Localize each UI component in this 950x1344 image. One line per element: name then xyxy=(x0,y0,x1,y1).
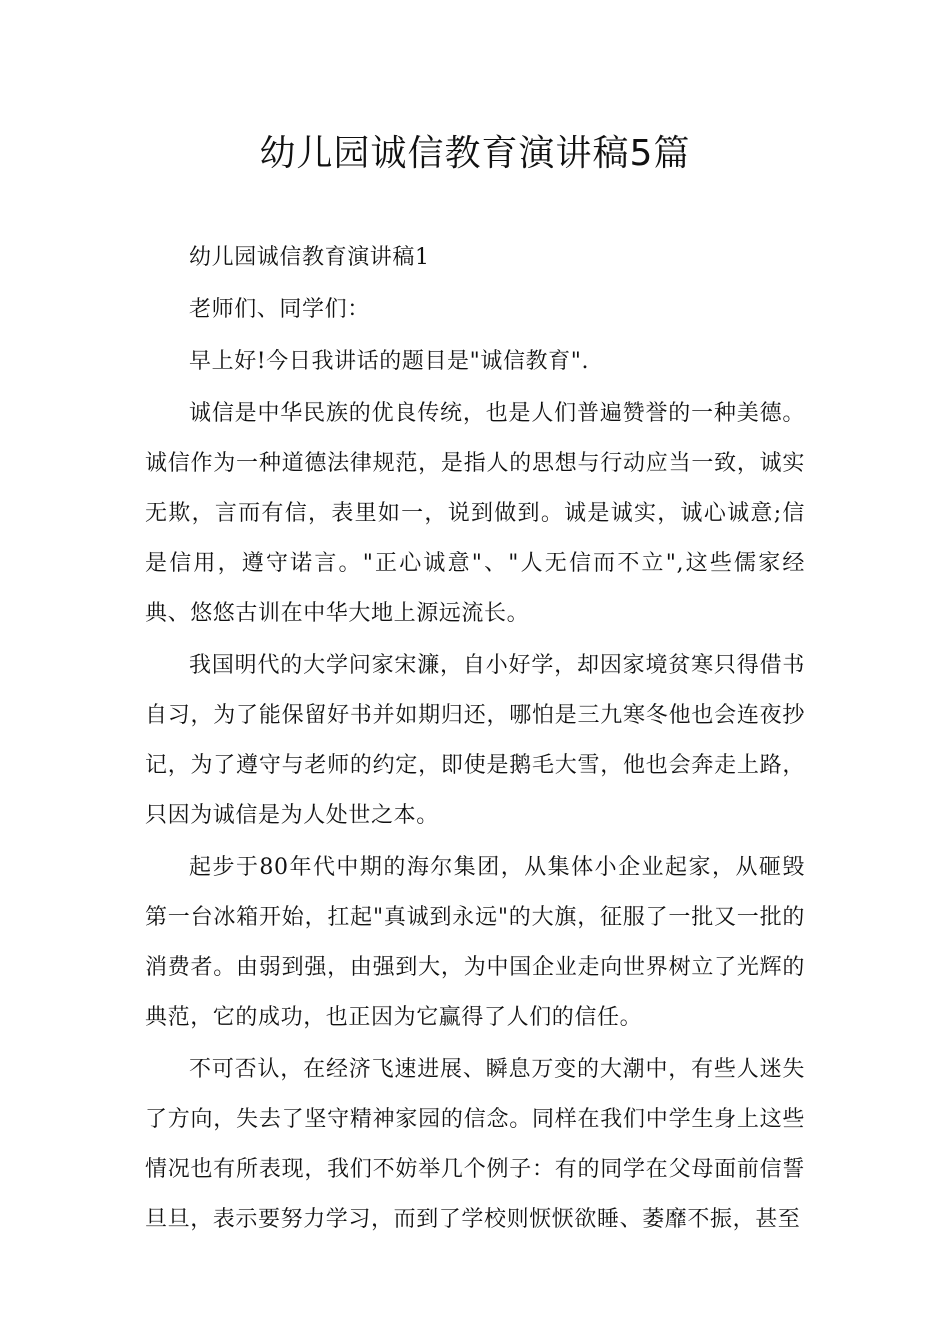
section-heading: 幼儿园诚信教育演讲稿1 xyxy=(189,245,430,270)
body-paragraph: 不可否认，在经济飞速进展、瞬息万变的大潮中，有些人迷失了方向，失去了坚守精神家园的信念。同样在我们中学生身上这些情况也有所表现，我们不妨举几个例子：有的同学在父母面前信誓旦旦，表示要努力学习，而到了学校则恹恹欲睡、萎靡不振，甚至 xyxy=(145,1057,805,1232)
greeting-paragraph: 早上好!今日我讲话的题目是"诚信教育". xyxy=(189,349,590,374)
body-paragraph: 我国明代的大学问家宋濂，自小好学，却因家境贫寒只得借书自习，为了能保留好书并如期归还，哪怕是三九寒冬他也会连夜抄记，为了遵守与老师的约定，即使是鹅毛大雪，他也会奔走上路，只因为诚信是为人处世之本。 xyxy=(145,653,805,828)
document-title: 幼儿园诚信教育演讲稿5篇 xyxy=(259,133,691,174)
body-paragraph: 诚信是中华民族的优良传统，也是人们普遍赞誉的一种美德。诚信作为一种道德法律规范，是指人的思想与行动应当一致，诚实无欺，言而有信，表里如一，说到做到。诚是诚实，诚心诚意;信是信用，遵守诺言。"正心诚意"、"人无信而不立",这些儒家经典、悠悠古训在中华大地上源远流长。 xyxy=(145,401,805,626)
salutation: 老师们、同学们： xyxy=(189,297,370,322)
body-paragraph: 起步于80年代中期的海尔集团，从集体小企业起家，从砸毁第一台冰箱开始，扛起"真诚到永远"的大旗，征服了一批又一批的消费者。由弱到强，由强到大，为中国企业走向世界树立了光辉的典范，它的成功，也正因为它赢得了人们的信任。 xyxy=(145,855,805,1030)
document-body xyxy=(145,233,805,1247)
